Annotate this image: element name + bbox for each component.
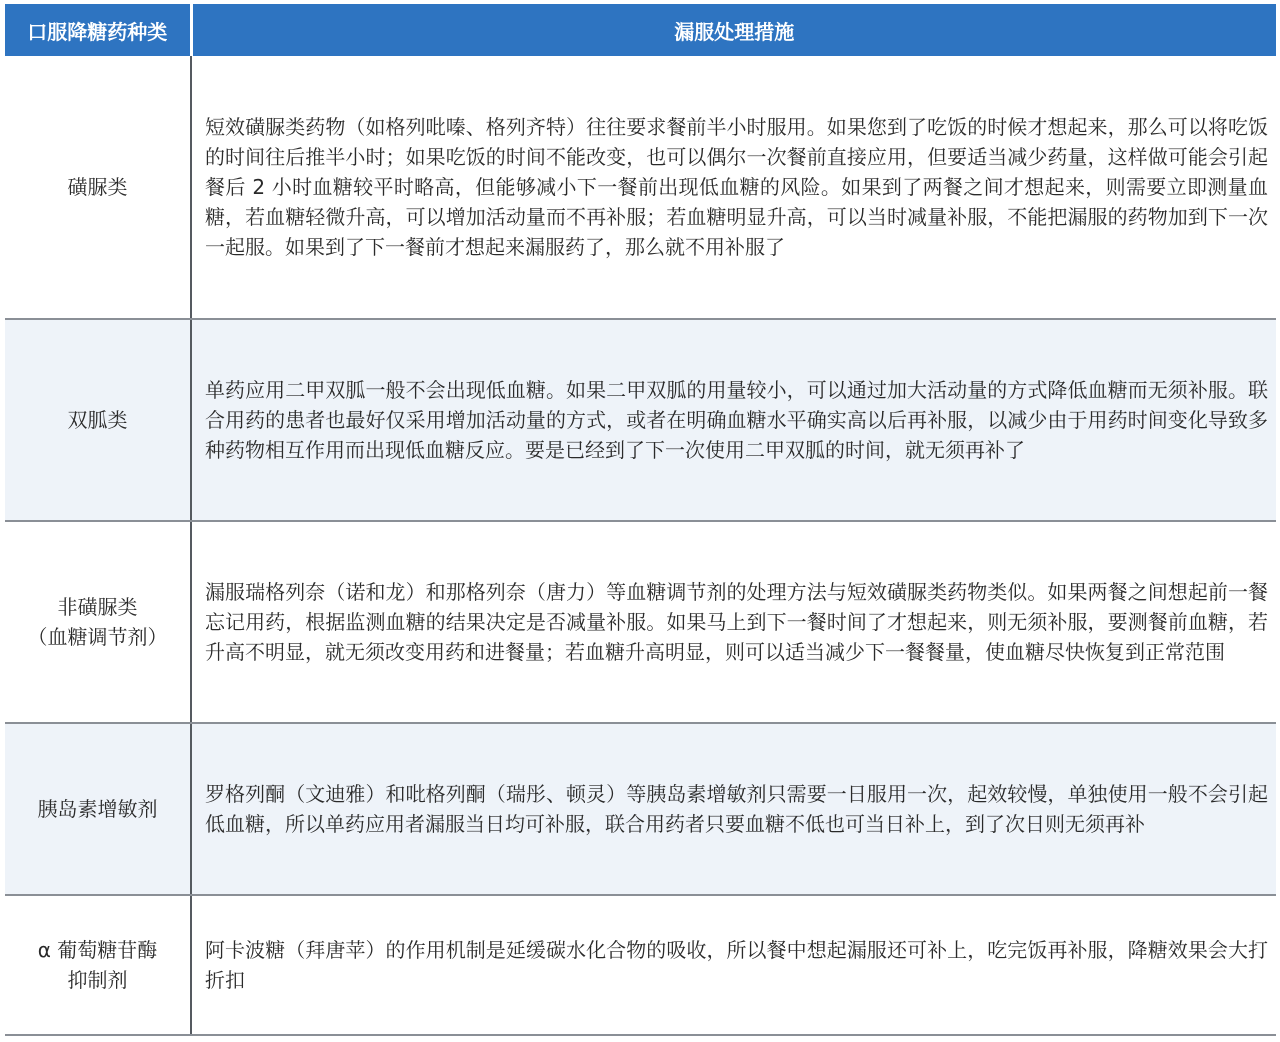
row-measure: 漏服瑞格列奈（诺和龙）和那格列奈（唐力）等血糖调节剂的处理方法与短效磺脲类药物类似。如果两餐之间想起前一餐忘记用药，根据监测血糖的结果决定是否减量补服。如果马上到下一餐时间了才想起来，则无须补服，要测餐前血糖，若升高不明显，就无须改变用药和进餐量；若血糖升高明显，则可以适当减少下一餐餐量，使血糖尽快恢复到正常范围 [191, 521, 1276, 723]
row-measure: 阿卡波糖（拜唐苹）的作用机制是延缓碳水化合物的吸收，所以餐中想起漏服还可补上，吃完饭再补服，降糖效果会大打折扣 [191, 895, 1276, 1035]
category-line: 抑制剂 [67, 968, 128, 992]
table-row [5, 56, 1276, 319]
table-header [5, 4, 1276, 56]
table-body [5, 56, 1276, 1035]
row-category [5, 521, 191, 723]
header-category: 口服降糖药种类 [5, 4, 191, 56]
row-category [5, 895, 191, 1035]
row-measure: 罗格列酮（文迪雅）和吡格列酮（瑞彤、顿灵）等胰岛素增敏剂只需要一日服用一次，起效较慢，单独使用一般不会引起低血糖，所以单药应用者漏服当日均可补服，联合用药者只要血糖不低也可当日补上，到了次日则无须再补 [191, 723, 1276, 895]
category-line: 胰岛素增敏剂 [37, 797, 158, 821]
category-line: 磺脲类 [67, 175, 128, 199]
row-measure: 短效磺脲类药物（如格列吡嗪、格列齐特）往往要求餐前半小时服用。如果您到了吃饭的时候才想起来，那么可以将吃饭的时间往后推半小时；如果吃饭的时间不能改变，也可以偶尔一次餐前直接应用，但要适当减少药量，这样做可能会引起餐后 2 小时血糖较平时略高，但能够减小下一餐前出现低血糖的风险。如果到了两餐之间才想起来，则需要立即测量血糖，若血糖轻微升高，可以增加活动量而不再补服；若血糖明显升高，可以当时减量补服，不能把漏服的药物加到下一次一起服。如果到了下一餐前才想起来漏服药了，那么就不用补服了 [191, 56, 1276, 319]
row-category [5, 56, 191, 319]
category-line: 双胍类 [67, 408, 128, 432]
header-row [5, 4, 1276, 56]
row-category [5, 723, 191, 895]
missed-dose-table [5, 4, 1276, 1036]
row-measure: 单药应用二甲双胍一般不会出现低血糖。如果二甲双胍的用量较小，可以通过加大活动量的方式降低血糖而无须补服。联合用药的患者也最好仅采用增加活动量的方式，或者在明确血糖水平确实高以后再补服，以减少由于用药时间变化导致多种药物相互作用而出现低血糖反应。要是已经到了下一次使用二甲双胍的时间，就无须再补了 [191, 319, 1276, 521]
row-category [5, 319, 191, 521]
table-row [5, 521, 1276, 723]
table-row [5, 895, 1276, 1035]
table-row [5, 319, 1276, 521]
category-line: α 葡萄糖苷酶 [37, 938, 158, 962]
header-measure: 漏服处理措施 [191, 4, 1276, 56]
table-row [5, 723, 1276, 895]
category-line: （血糖调节剂） [27, 625, 168, 649]
category-line: 非磺脲类 [57, 595, 138, 619]
